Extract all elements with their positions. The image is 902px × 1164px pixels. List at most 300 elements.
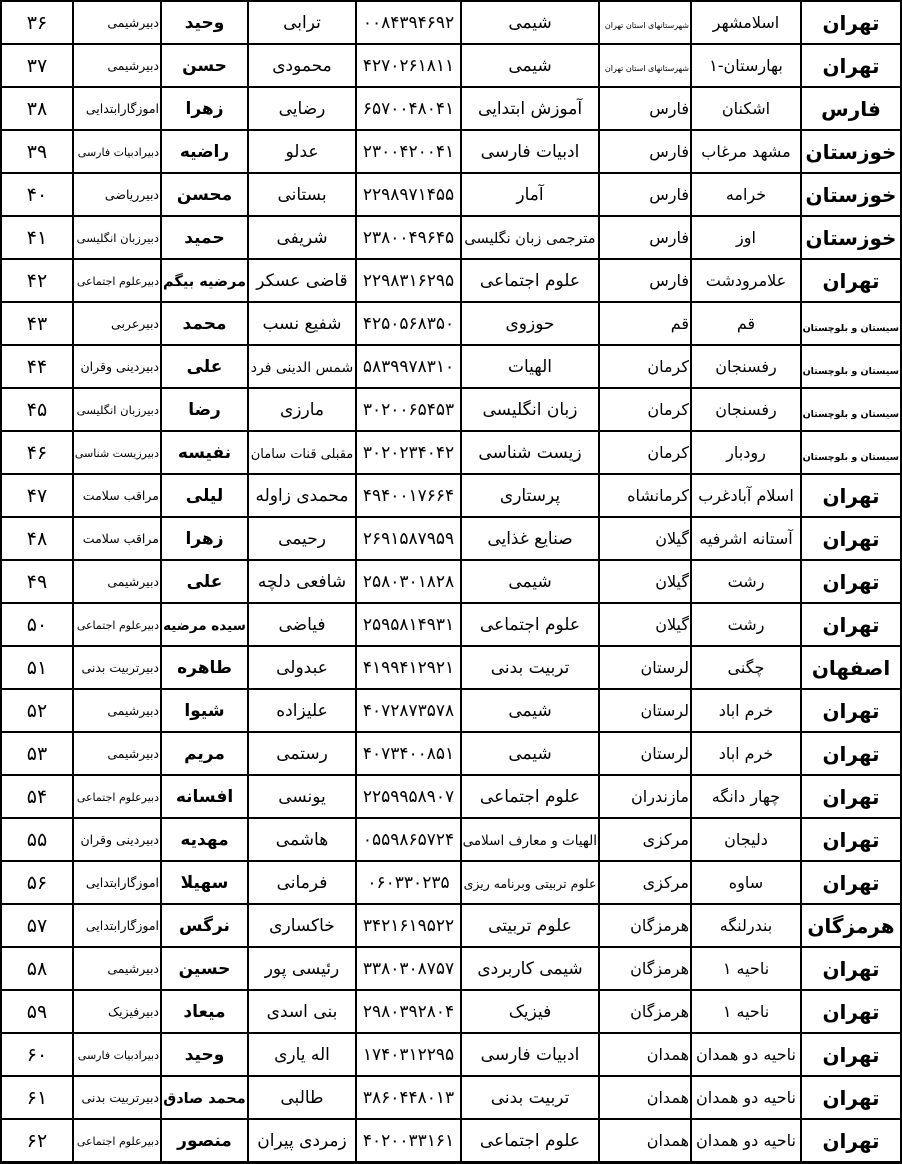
cell-first-name-text: مرضیه بیگم [163,273,246,290]
cell-job-title-text: دبیردینی وقران [80,832,159,847]
cell-row-number-text: ۵۲ [26,699,48,722]
cell-first-name-text: لیلی [185,485,224,506]
cell-city-text: دلیجان [724,830,768,849]
cell-destination-province-text: خوزستان [805,182,897,207]
cell-row-number-text: ۴۲ [26,269,48,292]
cell-origin-province [599,603,691,646]
cell-job-title [73,818,161,861]
cell-personnel-code [356,603,461,646]
cell-job-title [73,259,161,302]
cell-field-of-study [461,646,599,689]
cell-origin-province [599,732,691,775]
cell-destination-province [801,173,901,216]
cell-origin-province-text: هرمزگان [630,1002,689,1021]
cell-destination-province [801,44,901,87]
cell-job-title-text: دبیرزبان انگلیسی [76,231,159,245]
cell-last-name [248,431,356,474]
cell-first-name [161,1033,248,1076]
cell-first-name-text: حسن [182,55,227,76]
cell-last-name-text: محمودی [272,55,332,76]
cell-job-title [73,732,161,775]
cell-row-number-text: ۳۹ [26,140,48,163]
cell-field-of-study [461,130,599,173]
cell-first-name-text: سهیلا [180,872,229,893]
cell-city [691,517,801,560]
cell-origin-province-text: هرمزگان [630,959,689,978]
cell-origin-province [599,818,691,861]
cell-first-name-text: وحید [184,12,225,33]
cell-field-of-study-text: شیمی [508,55,552,76]
cell-row-number-text: ۶۲ [26,1129,48,1152]
cell-first-name [161,431,248,474]
cell-job-title-text: دبیرزبان انگلیسی [76,403,159,417]
cell-job-title [73,302,161,345]
cell-first-name-text: محمد [182,313,227,334]
cell-row-number [1,861,73,904]
cell-last-name-text: فرمانی [276,872,328,893]
cell-first-name-text: وحید [184,1044,225,1065]
table-row [1,603,901,646]
cell-last-name [248,517,356,560]
cell-last-name [248,947,356,990]
cell-city [691,732,801,775]
cell-job-title [73,388,161,431]
cell-city-text: ناحیه دو همدان [696,1088,796,1107]
cell-destination-province-text: تهران [822,483,880,508]
cell-job-title-text: دبیرادبیات فارسی [77,1049,159,1062]
cell-personnel-code-text: ۴۱۹۹۴۱۲۹۲۱ [362,657,455,678]
cell-row-number [1,345,73,388]
cell-last-name [248,646,356,689]
cell-destination-province-text: تهران [822,784,880,809]
cell-destination-province-text: تهران [822,526,880,551]
cell-job-title-text: دبیرشیمی [107,961,159,976]
cell-city [691,818,801,861]
cell-row-number [1,1,73,44]
cell-origin-province [599,44,691,87]
cell-field-of-study [461,1,599,44]
cell-destination-province [801,646,901,689]
cell-origin-province [599,302,691,345]
cell-origin-province-text: همدان [646,1045,689,1064]
cell-destination-province [801,1119,901,1163]
cell-origin-province [599,517,691,560]
cell-job-title-text: دبیرریاضی [104,187,159,202]
table-row [1,990,901,1033]
cell-field-of-study-text: تربیت بدنی [490,657,570,678]
cell-first-name [161,259,248,302]
cell-origin-province-text: مرکزی [642,830,689,849]
cell-origin-province [599,130,691,173]
cell-field-of-study-text: الهیات و معارف اسلامی [462,832,597,849]
cell-destination-province-text: تهران [822,10,880,35]
cell-destination-province [801,517,901,560]
cell-job-title [73,947,161,990]
cell-personnel-code [356,818,461,861]
cell-field-of-study [461,947,599,990]
cell-last-name-text: فیاضی [278,614,326,635]
cell-destination-province [801,130,901,173]
cell-row-number-text: ۳۸ [26,97,48,120]
cell-personnel-code-text: ۲۲۹۸۳۱۶۲۹۵ [362,270,455,291]
cell-origin-province-text: فارس [649,185,689,204]
cell-row-number [1,1076,73,1119]
cell-job-title [73,1076,161,1119]
cell-personnel-code-text: ۰۶۰۳۳۰۲۳۵ [367,872,450,893]
cell-origin-province-text: لرستان [640,658,689,677]
cell-row-number [1,603,73,646]
cell-destination-province [801,904,901,947]
cell-first-name [161,818,248,861]
cell-destination-province [801,947,901,990]
cell-destination-province [801,216,901,259]
cell-city-text: چگنی [727,658,765,677]
cell-personnel-code-text: ۲۹۸۰۳۹۲۸۰۴ [362,1001,455,1022]
cell-row-number [1,130,73,173]
cell-first-name-text: زهرا [185,528,224,549]
cell-job-title [73,173,161,216]
cell-personnel-code-text: ۴۹۴۰۰۱۷۶۶۴ [362,485,455,506]
cell-destination-province [801,560,901,603]
cell-field-of-study-text: تربیت بدنی [490,1087,570,1108]
cell-row-number [1,173,73,216]
cell-destination-province-text: تهران [822,569,880,594]
cell-destination-province-text: تهران [822,999,880,1024]
cell-last-name-text: محمدی زاوله [255,485,349,506]
cell-first-name [161,947,248,990]
cell-destination-province-text: سیستان و بلوچستان [802,408,899,420]
cell-field-of-study [461,818,599,861]
cell-last-name-text: زمردی پیران [257,1130,347,1151]
cell-field-of-study-text: علوم اجتماعی [479,270,581,291]
cell-job-title-text: دبیرتربیت بدنی [81,1090,159,1105]
cell-job-title-text: اموزگارابتدایی [85,101,159,116]
table-row [1,345,901,388]
cell-job-title-text: دبیرادبیات فارسی [77,146,159,159]
cell-last-name-text: شفیع نسب [262,313,342,334]
cell-destination-province [801,775,901,818]
cell-last-name [248,560,356,603]
cell-row-number-text: ۴۵ [26,398,48,421]
table-row [1,388,901,431]
cell-personnel-code [356,474,461,517]
cell-destination-province-text: تهران [822,1085,880,1110]
cell-city-text: اوز [736,228,756,247]
cell-last-name-text: رضایی [278,98,326,119]
cell-first-name-text: شیوا [184,700,225,721]
cell-job-title-text: دبیرعلوم اجتماعی [76,1135,159,1148]
cell-field-of-study-text: ادبیات فارسی [480,141,580,162]
cell-origin-province [599,1033,691,1076]
cell-job-title-text: دبیرفیزیک [107,1004,159,1019]
cell-row-number [1,732,73,775]
cell-first-name [161,517,248,560]
cell-destination-province [801,689,901,732]
cell-first-name [161,732,248,775]
cell-destination-province-text: خوزستان [805,225,897,250]
cell-last-name-text: عبدولی [276,657,328,678]
cell-city [691,689,801,732]
cell-row-number-text: ۵۴ [26,785,48,808]
cell-personnel-code [356,1119,461,1163]
cell-row-number-text: ۵۷ [26,914,48,937]
cell-destination-province [801,87,901,130]
cell-destination-province [801,1,901,44]
cell-row-number-text: ۵۹ [26,1000,48,1023]
table-row [1,904,901,947]
cell-personnel-code [356,216,461,259]
cell-origin-province-text: کرمان [647,400,689,419]
cell-destination-province-text: تهران [822,827,880,852]
cell-personnel-code-text: ۳۳۸۰۳۰۸۷۵۷ [362,958,455,979]
cell-city-text: ناحیه ۱ [722,1002,770,1021]
cell-city-text: رفسنجان [715,400,777,419]
cell-last-name-text: مارزی [279,399,324,420]
cell-row-number [1,689,73,732]
cell-personnel-code-text: ۲۵۸۰۳۰۱۸۲۸ [362,571,455,592]
cell-destination-province [801,388,901,431]
cell-city [691,130,801,173]
cell-last-name [248,990,356,1033]
table-row [1,474,901,517]
cell-destination-province-text: تهران [822,268,880,293]
cell-field-of-study [461,517,599,560]
cell-origin-province-text: مازندران [631,787,689,806]
cell-last-name-text: رئیسی پور [264,958,340,979]
cell-last-name [248,388,356,431]
cell-field-of-study [461,302,599,345]
cell-personnel-code-text: ۲۲۹۸۹۷۱۴۵۵ [362,184,455,205]
cell-personnel-code-text: ۲۳۰۰۴۲۰۰۴۱ [362,141,455,162]
cell-origin-province-text: کرمان [647,443,689,462]
cell-last-name-text: ترابی [283,12,321,33]
cell-destination-province-text: اصفهان [811,655,891,680]
cell-job-title-text: دبیرتربیت بدنی [81,660,159,675]
cell-destination-province-text: تهران [822,53,880,78]
cell-origin-province [599,388,691,431]
cell-field-of-study [461,861,599,904]
cell-destination-province-text: سیستان و بلوچستان [802,365,899,377]
cell-row-number-text: ۵۰ [26,613,48,636]
cell-personnel-code-text: ۵۸۳۹۹۷۸۳۱۰ [362,356,455,377]
cell-row-number [1,1119,73,1163]
cell-last-name [248,603,356,646]
cell-first-name-text: علی [186,356,223,377]
cell-last-name-text: شمس الدینی فرد [250,359,354,376]
cell-last-name [248,44,356,87]
cell-origin-province-text: لرستان [640,701,689,720]
cell-first-name [161,904,248,947]
cell-origin-province [599,775,691,818]
cell-city [691,44,801,87]
cell-last-name-text: علیزاده [276,700,328,721]
cell-job-title-text: دبیرزیست شناسی [74,447,159,460]
cell-row-number [1,818,73,861]
cell-first-name-text: میعاد [183,1001,226,1022]
cell-last-name-text: شریفی [276,227,328,248]
cell-first-name-text: افسانه [175,786,234,807]
table-row [1,302,901,345]
cell-city [691,904,801,947]
cell-row-number [1,904,73,947]
cell-destination-province-text: خوزستان [805,139,897,164]
cell-job-title-text: دبیرعلوم اجتماعی [76,275,159,288]
cell-job-title [73,44,161,87]
cell-first-name [161,87,248,130]
cell-personnel-code [356,345,461,388]
cell-first-name [161,560,248,603]
cell-city-text: قم [736,314,756,333]
cell-city [691,775,801,818]
cell-job-title [73,560,161,603]
cell-field-of-study [461,388,599,431]
cell-row-number [1,990,73,1033]
cell-city [691,259,801,302]
cell-job-title-text: اموزگارابتدایی [85,875,159,890]
table-row [1,431,901,474]
cell-city-text: ساوه [728,873,764,892]
cell-first-name [161,1,248,44]
cell-personnel-code [356,130,461,173]
cell-last-name-text: قاضی عسکر [256,270,348,291]
cell-job-title-text: مراقب سلامت [82,531,159,546]
cell-personnel-code-text: ۲۶۹۱۵۸۷۹۵۹ [362,528,455,549]
cell-city [691,947,801,990]
cell-city [691,1033,801,1076]
cell-destination-province-text: تهران [822,741,880,766]
cell-personnel-code-text: ۱۷۴۰۳۱۲۲۹۵ [362,1044,455,1065]
cell-field-of-study-text: علوم اجتماعی [479,1130,581,1151]
cell-origin-province-text: همدان [646,1131,689,1150]
cell-city-text: اسلامشهر [712,13,780,32]
cell-last-name-text: مقبلی قنات سامان [250,446,354,462]
cell-personnel-code-text: ۲۳۸۰۰۴۹۶۴۵ [362,227,455,248]
cell-field-of-study-text: شیمی [508,743,552,764]
cell-first-name [161,990,248,1033]
cell-city-text: رشت [727,572,765,591]
table-row [1,1076,901,1119]
table-row [1,732,901,775]
cell-job-title [73,431,161,474]
cell-field-of-study-text: ادبیات فارسی [480,1044,580,1065]
cell-field-of-study-text: علوم اجتماعی [479,614,581,635]
cell-job-title [73,474,161,517]
cell-first-name-text: مهدیه [180,829,229,850]
cell-city-text: بندرلنگه [719,916,773,935]
cell-personnel-code-text: ۲۲۵۹۹۵۸۹۰۷ [362,786,455,807]
cell-first-name [161,775,248,818]
cell-field-of-study-text: علوم تربیتی وبرنامه ریزی [463,875,597,891]
cell-origin-province [599,560,691,603]
cell-origin-province [599,216,691,259]
cell-city-text: علامرودشت [705,271,787,290]
table-row [1,646,901,689]
cell-destination-province-text: فارس [821,96,881,121]
cell-first-name-text: حسین [178,958,231,979]
cell-destination-province-text: سیستان و بلوچستان [802,451,899,463]
cell-origin-province [599,861,691,904]
cell-job-title [73,1,161,44]
cell-city-text: اسلام آبادغرب [698,486,794,505]
cell-field-of-study [461,173,599,216]
table-row [1,517,901,560]
cell-first-name [161,130,248,173]
cell-personnel-code-text: ۴۰۲۰۰۳۳۱۶۱ [362,1130,455,1151]
cell-job-title [73,689,161,732]
cell-first-name-text: محسن [176,184,233,205]
cell-origin-province-text: قم [670,314,689,333]
cell-first-name-text: راضیه [179,141,230,162]
cell-last-name [248,1119,356,1163]
cell-row-number [1,775,73,818]
cell-job-title-text: دبیرشیمی [107,574,159,589]
cell-origin-province-text: لرستان [640,744,689,763]
cell-destination-province [801,302,901,345]
cell-field-of-study [461,1076,599,1119]
cell-city-text: چهار دانگه [711,787,781,806]
cell-last-name [248,173,356,216]
cell-row-number-text: ۵۱ [26,656,48,679]
cell-destination-province [801,732,901,775]
cell-origin-province-text: شهرستانهای استان تهران [604,21,689,30]
cell-origin-province-text: فارس [649,228,689,247]
cell-city [691,173,801,216]
cell-city [691,302,801,345]
cell-last-name-text: خاکساری [269,915,335,936]
table-row [1,1,901,44]
table-row [1,130,901,173]
cell-personnel-code [356,560,461,603]
cell-row-number [1,517,73,560]
cell-origin-province-text: شهرستانهای استان تهران [604,64,689,73]
cell-job-title [73,1033,161,1076]
cell-origin-province [599,87,691,130]
cell-first-name-text: علی [186,571,223,592]
cell-city-text: خرم اباد [718,744,774,763]
cell-row-number [1,1033,73,1076]
cell-city-text: خرامه [725,185,767,204]
cell-city [691,474,801,517]
cell-field-of-study [461,259,599,302]
cell-destination-province [801,345,901,388]
cell-personnel-code [356,861,461,904]
cell-city-text: رودبار [726,443,766,462]
cell-city [691,345,801,388]
cell-city-text: ناحیه دو همدان [696,1131,796,1150]
cell-job-title [73,646,161,689]
cell-first-name [161,474,248,517]
cell-row-number-text: ۳۶ [26,11,48,34]
cell-first-name [161,689,248,732]
cell-last-name-text: عدلو [285,141,319,162]
cell-destination-province [801,1033,901,1076]
cell-field-of-study [461,560,599,603]
table-row [1,818,901,861]
cell-job-title-text: دبیرشیمی [107,703,159,718]
cell-field-of-study [461,775,599,818]
cell-origin-province-text: گیلان [655,572,689,591]
cell-origin-province [599,990,691,1033]
cell-origin-province [599,474,691,517]
cell-personnel-code-text: ۳۰۲۰۲۳۴۰۴۲ [362,442,455,463]
cell-first-name [161,603,248,646]
table-row [1,259,901,302]
cell-destination-province [801,990,901,1033]
cell-last-name-text: هاشمی [275,829,329,850]
cell-row-number-text: ۵۵ [26,828,48,851]
cell-city [691,1076,801,1119]
cell-city [691,990,801,1033]
